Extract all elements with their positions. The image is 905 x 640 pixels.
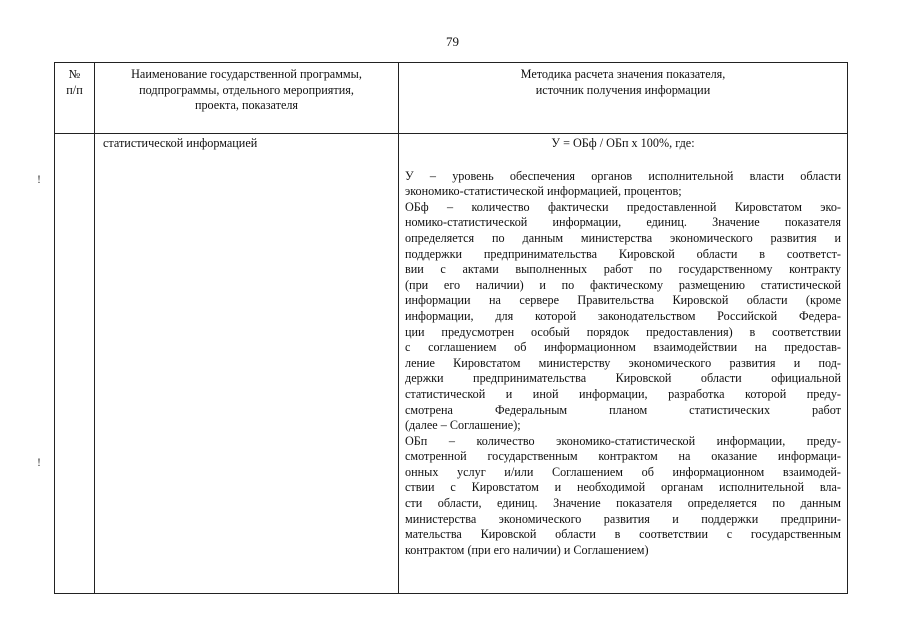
header-name-line: подпрограммы, отдельного мероприятия,: [139, 82, 354, 97]
method-paragraph: [405, 434, 841, 559]
method-line: смотренной государственным контрактом на оказание информаци-: [405, 449, 841, 464]
method-line: вии с актами выполненных работ по государственному контракту: [405, 262, 841, 277]
table-header-row: [55, 63, 848, 134]
header-name: [95, 63, 399, 134]
formula: У = ОБф / ОБп x 100%, где:: [551, 136, 695, 150]
method-line: статистической и иной информации, разработка которой преду-: [405, 386, 841, 401]
margin-mark: !: [37, 455, 41, 469]
method-line: онных услуг и/или Соглашением об информационном взаимодей-: [405, 464, 841, 479]
indicator-table: [54, 62, 848, 594]
method-line: (при его наличии) и по фактическому размещению статистической: [405, 277, 841, 292]
method-line: ОБп – количество экономико-статистической информации, преду-: [405, 433, 841, 448]
header-number: [55, 63, 95, 134]
header-name-line: проекта, показателя: [194, 98, 299, 113]
method-description: [399, 167, 847, 559]
page-number: 79: [446, 34, 459, 49]
header-name-line: Наименование государственной программы,: [131, 67, 362, 81]
method-paragraph: [405, 200, 841, 434]
method-line: ции предусмотрен особый порядок предоставления) в соответствии: [405, 324, 841, 339]
method-line: держки предпринимательства Кировской области официальной: [405, 371, 841, 386]
table-row: [55, 134, 848, 594]
method-line: У – уровень обеспечения органов исполнительной власти области: [405, 168, 841, 183]
method-line: поддержки предпринимательства Кировской области в соответст-: [405, 246, 841, 261]
method-line: информации, для которой законодательством Российской Федера-: [405, 308, 841, 323]
header-number-line: п/п: [66, 82, 83, 97]
method-paragraph: [405, 169, 841, 200]
method-line: ствии с Кировстатом и необходимой органам исполнительной вла-: [405, 480, 841, 495]
cell-indicator-name: статистической информацией: [95, 134, 399, 594]
method-line: ление Кировстатом министерству экономического развития и под-: [405, 355, 841, 370]
header-method: [399, 63, 848, 134]
method-line: информации на сервере Правительства Кировской области (кроме: [405, 293, 841, 308]
margin-mark: !: [37, 172, 41, 186]
method-line: смотрена Федеральным планом статистических работ: [405, 402, 841, 417]
header-method-line: Методика расчета значения показателя,: [520, 67, 726, 81]
method-line: номико-статистической информации, единиц. Значение показателя: [405, 215, 841, 230]
cell-method: [399, 134, 848, 594]
method-line: (далее – Соглашение);: [405, 418, 521, 433]
cell-number: [55, 134, 95, 594]
method-line: мательства Кировской области в соответствии с государственным: [405, 527, 841, 542]
header-method-line: источник получения информации: [535, 82, 711, 97]
method-line: с соглашением об информационном взаимодействии на предостав-: [405, 340, 841, 355]
method-line: определяется по данным министерства экономического развития и: [405, 230, 841, 245]
method-line: министерства экономического развития и поддержки предприни-: [405, 511, 841, 526]
method-line: сти области, единиц. Значение показателя определяется по данным: [405, 496, 841, 511]
method-line: экономико-статистической информацией, процентов;: [405, 184, 682, 199]
method-line: ОБф – количество фактически предоставленной Кировстатом эко-: [405, 199, 841, 214]
method-line: контрактом (при его наличии) и Соглашением): [405, 542, 649, 557]
header-number-line: №: [68, 67, 81, 81]
